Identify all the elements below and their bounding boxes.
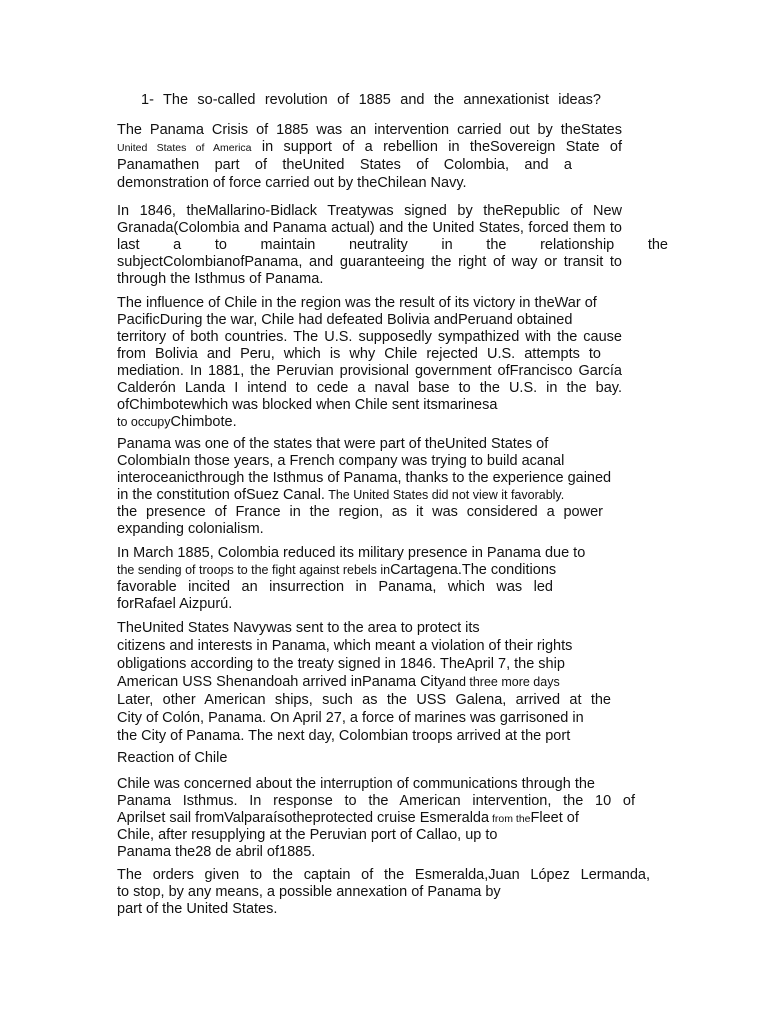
text-line: ofChimbotewhich was blocked when Chile sent itsmarinesa — [117, 397, 498, 413]
text-span: Panama Isthmus. In response to the American intervention, the 10 of — [117, 793, 635, 809]
text-span: from Bolivia and Peru, which is why Chile rejected U.S. attempts to — [117, 346, 601, 362]
section-subheading: Reaction of Chile — [117, 750, 228, 766]
text-span: the presence of France in the region, as it was considered a power — [117, 504, 603, 520]
text-span: Cartagena.The conditions — [390, 562, 557, 578]
text-span: Chimbote. — [170, 414, 237, 430]
text-line — [117, 692, 611, 709]
text-line: Granada(Colombia and Panama actual) and the United States, forced them to — [117, 220, 622, 236]
text-line: the City of Panama. The next day, Colombian troops arrived at the port — [117, 728, 571, 744]
text-line: forRafael Aizpurú. — [117, 596, 233, 612]
text-line — [117, 139, 622, 157]
text-line: obligations according to the treaty signed in 1846. TheApril 7, the ship — [117, 656, 565, 672]
question-heading: 1- The so-called revolution of 1885 and the annexationist ideas? — [141, 92, 601, 108]
small-text: and three more days — [445, 675, 560, 689]
text-line — [117, 414, 237, 431]
text-line: Panama was one of the states that were part of theUnited States of — [117, 436, 549, 452]
text-span: Panamathen part of theUnited States of Colombia, and a — [117, 157, 572, 173]
text-span: in the constitution ofSuez Canal. — [117, 487, 325, 503]
text-span: Later, other American ships, such as the USS Galena, arrived at the — [117, 692, 611, 708]
text-line: territory of both countries. The U.S. supposedly sympathized with the cause — [117, 329, 622, 345]
text-line — [117, 579, 553, 596]
text-span: Fleet of — [530, 810, 579, 826]
text-line: subjectColombianofPanama, and guaranteeing the right of way or transit to — [117, 254, 622, 270]
text-span: American USS Shenandoah arrived inPanama City — [117, 674, 446, 690]
text-span: in support of a rebellion in theSovereign State of — [251, 139, 623, 155]
text-line: City of Colón, Panama. On April 27, a force of marines was garrisoned in — [117, 710, 584, 726]
text-line: demonstration of force carried out by theChilean Navy. — [117, 175, 467, 191]
text-line: In 1846, theMallarino-Bidlack Treatywas signed by theRepublic of New — [117, 203, 622, 219]
text-line — [117, 504, 603, 521]
text-span: favorable incited an insurrection in Panama, which was led — [117, 579, 553, 595]
text-line: Chile, after resupplying at the Peruvian port of Callao, up to — [117, 827, 498, 843]
text-line — [117, 810, 579, 828]
small-text: The United States did not view it favorably. — [324, 488, 565, 502]
text-line: interoceanicthrough the Isthmus of Panama, thanks to the experience gained — [117, 470, 612, 486]
text-line: TheUnited States Navywas sent to the area to protect its — [117, 620, 480, 636]
text-line: to stop, by any means, a possible annexation of Panama by — [117, 884, 501, 900]
text-line: PacificDuring the war, Chile had defeated Bolivia andPeruand obtained — [117, 312, 573, 328]
text-line — [117, 346, 601, 363]
text-line — [117, 674, 560, 691]
small-text: to occupy — [117, 415, 171, 429]
text-line: citizens and interests in Panama, which meant a violation of their rights — [117, 638, 573, 654]
text-line — [117, 793, 635, 810]
text-line — [117, 487, 564, 504]
text-line: expanding colonialism. — [117, 521, 264, 537]
text-line: In March 1885, Colombia reduced its military presence in Panama due to — [117, 545, 586, 561]
small-text: the sending of troops to the fight against rebels in — [117, 563, 391, 577]
text-line: The orders given to the captain of the Esmeralda,Juan López Lermanda, — [117, 867, 650, 883]
text-line: part of the United States. — [117, 901, 278, 917]
text-line: The influence of Chile in the region was the result of its victory in theWar of — [117, 295, 597, 311]
small-text: United States of America — [117, 142, 252, 154]
text-line: The Panama Crisis of 1885 was an intervention carried out by theStates — [117, 122, 622, 138]
text-line: mediation. In 1881, the Peruvian provisional government ofFrancisco García — [117, 363, 622, 379]
small-text: from the — [489, 813, 531, 825]
text-line — [117, 157, 572, 174]
text-line — [117, 562, 612, 579]
text-line: last a to maintain neutrality in the relationship the — [117, 237, 668, 253]
text-span: Aprilset sail fromValparaísotheprotected cruise Esmeralda — [117, 810, 490, 826]
text-line: through the Isthmus of Panama. — [117, 271, 324, 287]
text-line: ColombiaIn those years, a French company was trying to build acanal — [117, 453, 565, 469]
text-line: Calderón Landa I intend to cede a naval base to the U.S. in the bay. — [117, 380, 622, 396]
text-line: Panama the28 de abril of1885. — [117, 844, 316, 860]
text-line: Chile was concerned about the interruption of communications through the — [117, 776, 595, 792]
